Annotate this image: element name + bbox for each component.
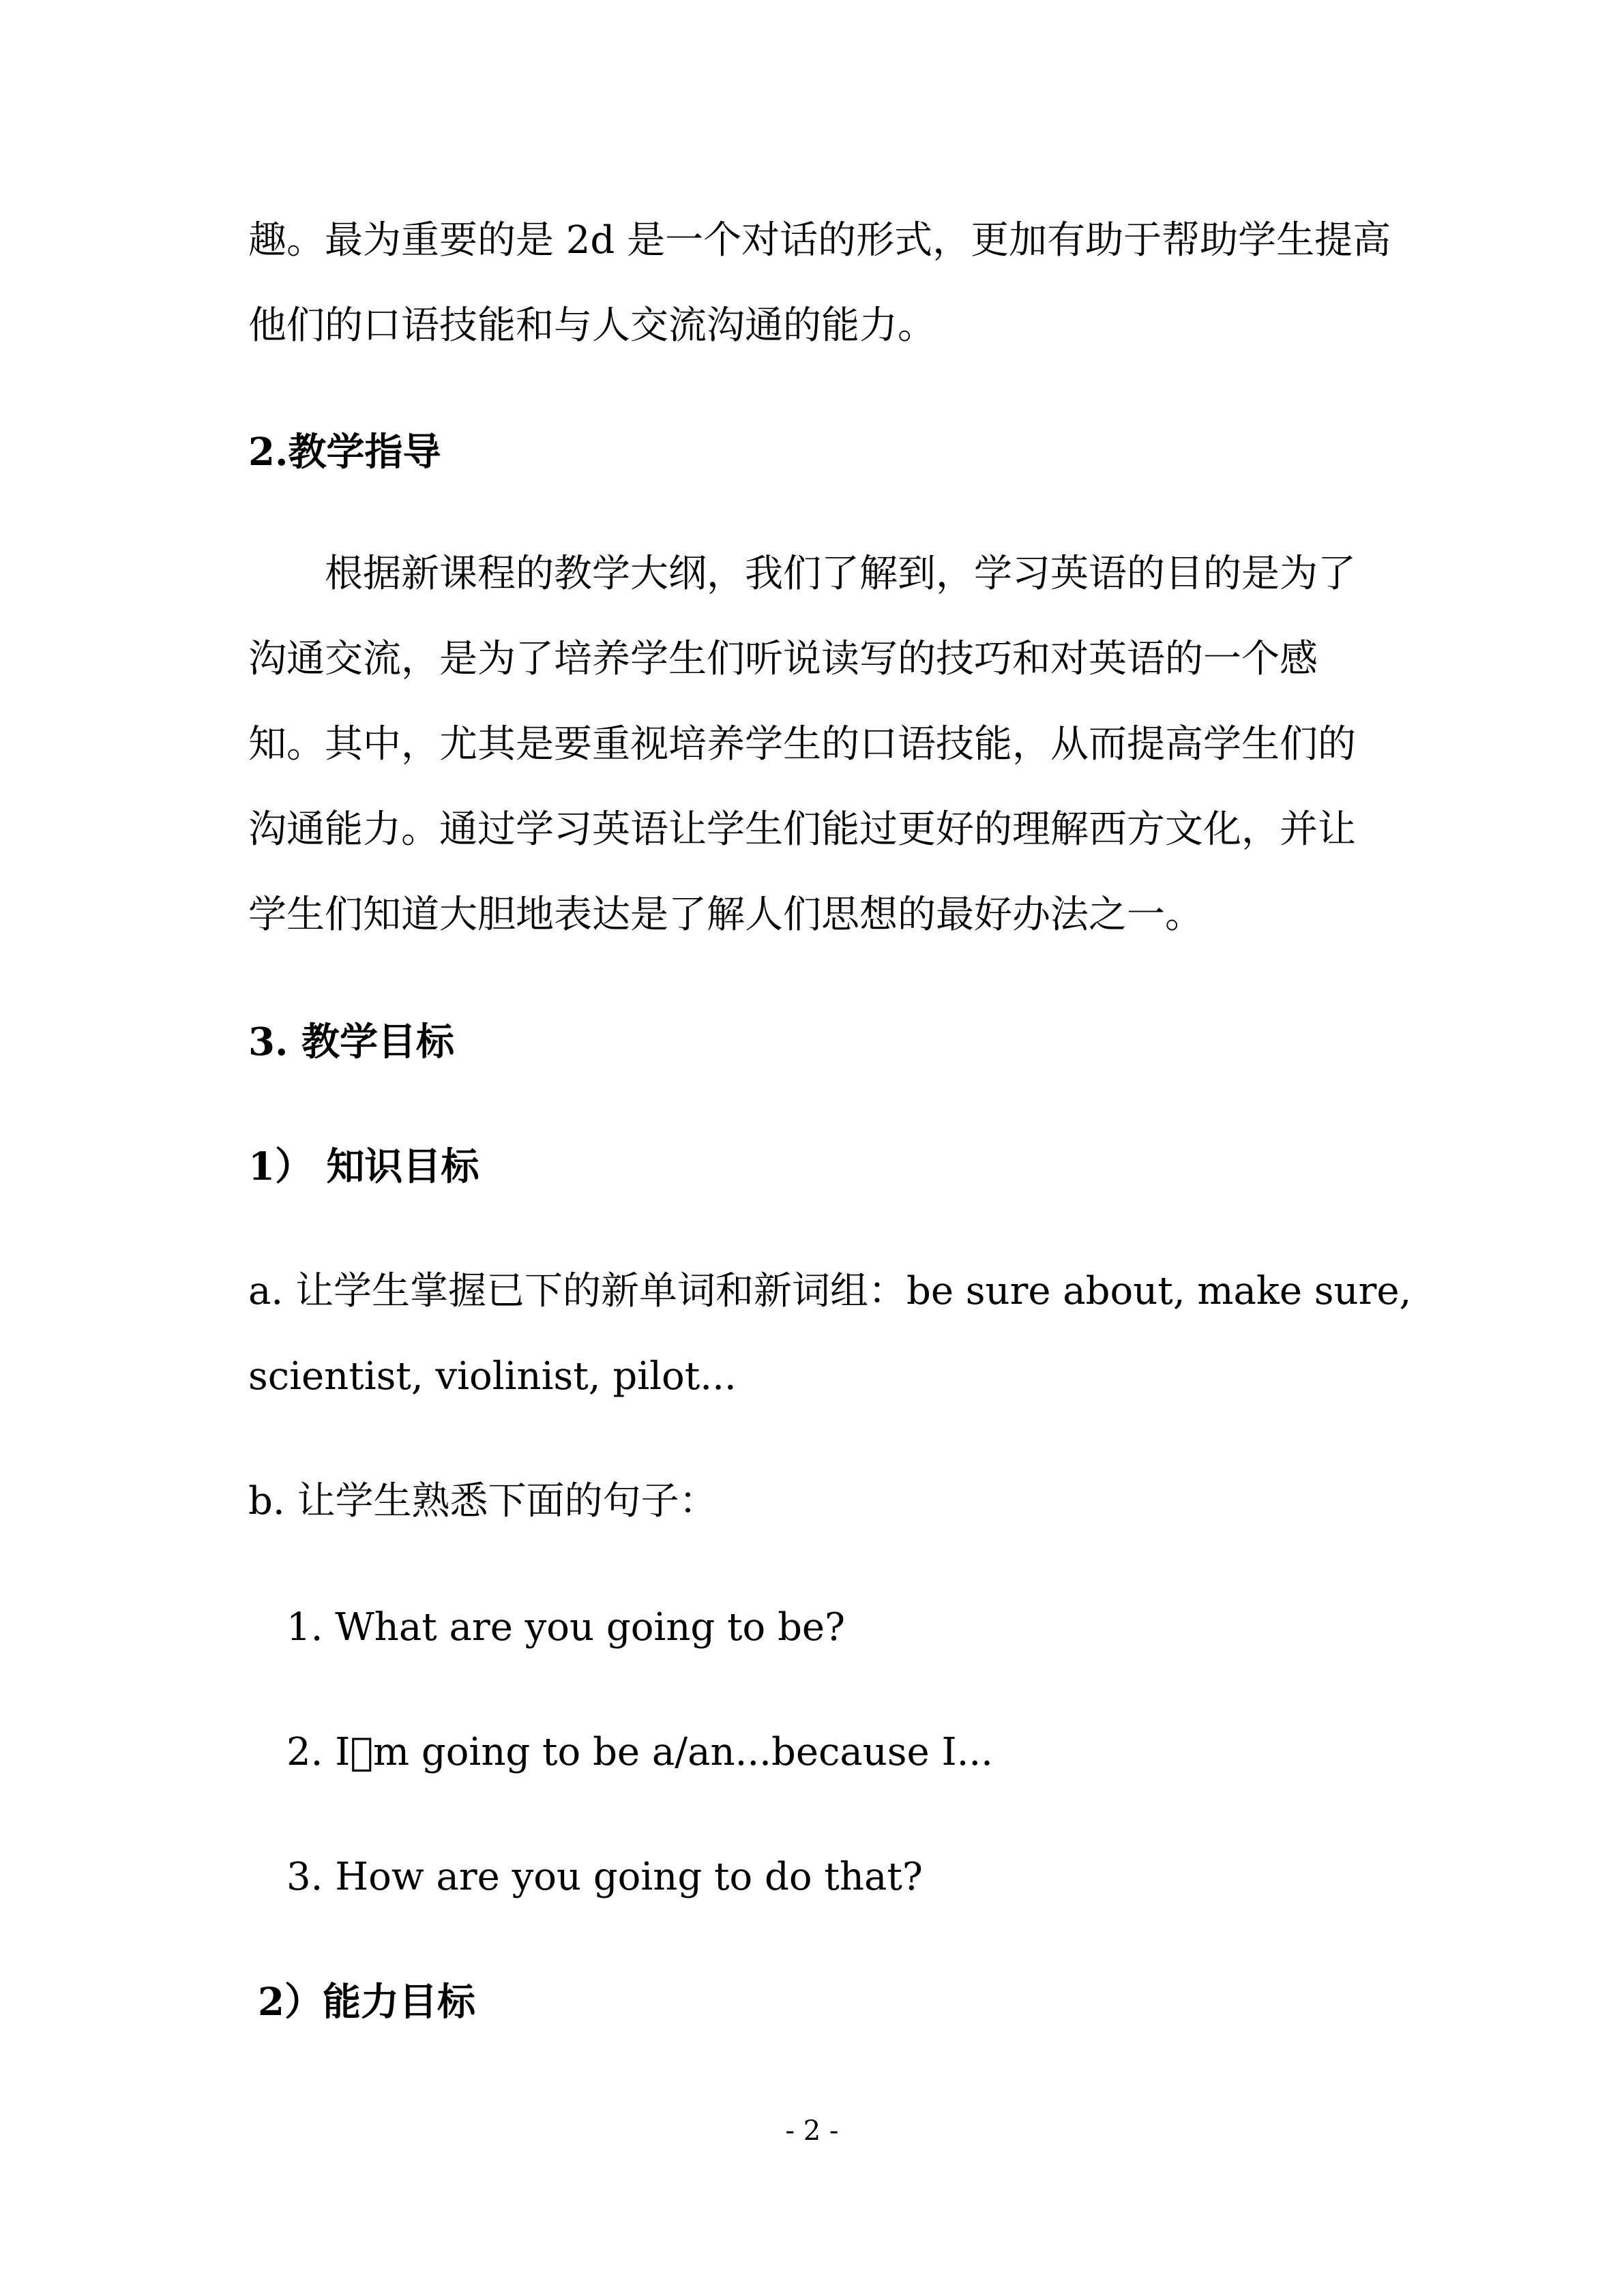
paragraph-line: 沟通交流，是为了培养学生们听说读写的技巧和对英语的一个感	[248, 637, 1318, 681]
paragraph-line: 知。其中，尤其是要重视培养学生的口语技能，从而提高学生们的	[248, 722, 1356, 766]
example-sentence: 2. I m going to be a/an...because I...	[286, 1730, 993, 1774]
paragraph-line: 趣。最为重要的是 2d 是一个对话的形式，更加有助于帮助学生提高	[248, 218, 1391, 263]
section-heading-teaching-objectives: 3. 教学目标	[248, 1019, 454, 1064]
paragraph-line: 学生们知道大胆地表达是了解人们思想的最好办法之一。	[248, 893, 1203, 937]
list-item-b: b. 让学生熟悉下面的句子：	[248, 1479, 718, 1523]
subheading-ability-objectives: 2）能力目标	[258, 1980, 475, 2025]
list-item-a-continued: scientist, violinist, pilot...	[248, 1354, 737, 1399]
page-number: - 2 -	[785, 2115, 839, 2147]
example-sentence: 1. What are you going to be?	[286, 1605, 846, 1650]
subheading-knowledge-objectives: 1） 知识目标	[248, 1144, 479, 1189]
paragraph-line: 沟通能力。通过学习英语让学生们能过更好的理解西方文化，并让	[248, 807, 1356, 852]
list-item-a: a. 让学生掌握已下的新单词和新词组：be sure about, make sure,	[248, 1269, 1412, 1313]
paragraph-line: 根据新课程的教学大纲，我们了解到，学习英语的目的是为了	[325, 552, 1356, 596]
section-heading-teaching-guidance: 2.教学指导	[248, 430, 441, 475]
example-sentence: 3. How are you going to do that?	[286, 1855, 923, 1899]
paragraph-line: 他们的口语技能和与人交流沟通的能力。	[248, 303, 936, 348]
